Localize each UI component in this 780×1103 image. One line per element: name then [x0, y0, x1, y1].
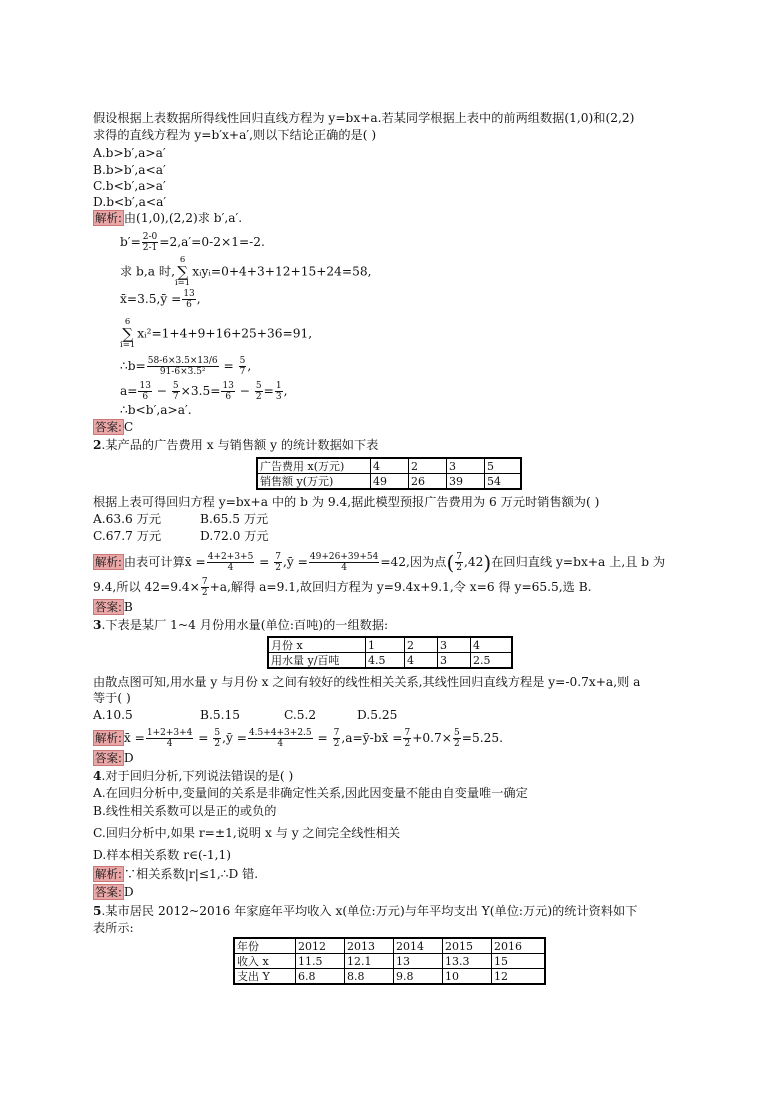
op: = [194, 731, 213, 745]
fraction [239, 356, 247, 377]
q2-answer-value: B [123, 600, 133, 614]
q2-option-d: D.72.0 万元 [200, 529, 269, 543]
fraction [213, 728, 221, 749]
table-cell: 月份 x [268, 637, 366, 653]
question-number: 3 [93, 618, 102, 632]
q4-analysis [93, 866, 258, 882]
fraction [275, 381, 283, 402]
q1-s3-post: , [196, 292, 201, 306]
q1-s4-post: xᵢ²=1+4+9+16+25+36=91, [137, 326, 313, 341]
op: = [313, 731, 332, 745]
op: ×3.5= [180, 384, 221, 398]
fraction [309, 552, 379, 573]
numerator: 1 [275, 381, 282, 391]
numerator: 5 [239, 356, 246, 366]
numerator: 58-6×3.5×13/6 [147, 356, 218, 366]
fraction [248, 728, 313, 749]
fraction [142, 232, 159, 253]
denominator: 2 [456, 563, 463, 573]
q1-analysis-text: 由(1,0),(2,2)求 b′,a′. [123, 211, 243, 225]
answer-tag: 答案: [95, 885, 122, 899]
summation [120, 318, 135, 350]
op: − [235, 384, 254, 398]
table-cell: 1 [366, 637, 405, 653]
q1-step-2 [120, 256, 372, 288]
sigma-icon: ∑ [177, 263, 188, 281]
q2-option-c: C.67.7 万元 [93, 529, 162, 543]
q1-analysis-first [93, 210, 242, 226]
denominator: 6 [142, 392, 149, 402]
fraction [138, 381, 151, 402]
q3-option-a: A.10.5 [93, 708, 133, 722]
denominator: 3 [275, 392, 282, 402]
analysis-tag: 解析: [95, 867, 122, 881]
numerator: 4+2+3+5 [207, 552, 254, 562]
answer-tag: 答案: [95, 751, 122, 765]
q1-s1-post: =2,a′=0-2×1=-2. [159, 235, 265, 249]
sigma-icon: ∑ [122, 325, 133, 343]
text: =5.25. [461, 731, 503, 745]
numerator: 7 [404, 728, 411, 738]
numerator: 49+26+39+54 [309, 552, 379, 562]
denominator: 2 [333, 739, 340, 749]
denominator: 91-6×3.5² [159, 367, 206, 377]
table-cell: 广告费用 x(万元) [257, 458, 371, 474]
table-cell: 54 [485, 474, 522, 490]
q2-text: 根据上表可得回归方程 y=bx+a 中的 b 为 9.4,据此模型预报广告费用为 6 万元时销售额为( ) [93, 495, 600, 509]
q4-option-a: A.在回归分析中,变量间的关系是非确定性关系,因此因变量不能由自变量唯一确定 [93, 786, 528, 800]
intro-line-1: 假设根据上表数据所得线性回归直线方程为 y=bx+a.若某同学根据上表中的前两组数据(1,0)和(2,2) [93, 111, 635, 125]
fraction [403, 728, 411, 749]
answer-tag: 答案: [95, 420, 122, 434]
q1-s1-pre: b′= [120, 235, 141, 249]
numerator: 7 [456, 552, 463, 562]
q5-table [233, 937, 546, 985]
denominator: 6 [186, 300, 192, 310]
table-cell: 销售额 y(万元) [257, 474, 371, 490]
numerator: 5 [214, 728, 221, 738]
q5-stem-text: .某市居民 2012~2016 年家庭年平均收入 x(单位:万元)与年平均支出 Y(单位:万元)的统计资料如下 [101, 904, 638, 918]
q1-s2-pre: 求 b,a 时, [120, 264, 175, 279]
table-cell: 15 [492, 954, 546, 969]
table-cell: 2 [409, 458, 447, 474]
fraction [147, 356, 219, 377]
numerator: 5 [255, 381, 262, 391]
numerator: 7 [201, 577, 208, 587]
q2-stem [93, 437, 378, 453]
table-cell: 用水量 y/百吨 [268, 653, 366, 669]
q5-stem-2: 表所示: [93, 921, 134, 935]
q4-option-c: C.回归分析中,如果 r=±1,说明 x 与 y 之间完全线性相关 [93, 826, 401, 840]
denominator: 2-1 [142, 243, 158, 253]
denominator: 2 [214, 739, 221, 749]
table-cell: 11.5 [296, 954, 345, 969]
denominator: 2 [275, 563, 282, 573]
denominator: 4 [166, 739, 173, 749]
table-cell: 支出 Y [234, 969, 296, 985]
numerator: 13 [183, 289, 195, 299]
fraction [255, 381, 263, 402]
analysis-tag: 解析: [95, 555, 122, 569]
table-cell: 49 [371, 474, 409, 490]
table-cell: 2012 [296, 938, 345, 954]
q1-step-1 [120, 232, 265, 253]
table-cell: 3 [447, 458, 485, 474]
denominator: 2 [454, 739, 460, 749]
intro-line-2: 求得的直线方程为 y=b′x+a′,则以下结论正确的是( ) [93, 128, 377, 142]
denominator: 4 [277, 739, 284, 749]
q4-stem [93, 768, 293, 784]
summation [175, 256, 190, 288]
q4-stem-text: .对于回归分析,下列说法错误的是( ) [101, 769, 294, 783]
q3-option-d: D.5.25 [357, 708, 398, 722]
numerator: 5 [454, 728, 460, 738]
question-number: 4 [93, 769, 102, 783]
table-row [234, 969, 545, 985]
q2-answer [93, 599, 133, 615]
denominator: 4 [227, 563, 234, 573]
table-cell: 8.8 [345, 969, 394, 985]
table-cell: 6.8 [296, 969, 345, 985]
table-row [234, 954, 545, 969]
q1-step-6 [120, 381, 287, 402]
q1-s5-pre: ∴b= [120, 359, 146, 373]
q1-answer [93, 419, 133, 435]
q2-options-ab [93, 511, 268, 527]
q4-option-d: D.样本相关系数 r∈(-1,1) [93, 848, 232, 862]
text: ,a=ȳ-bx̄ = [341, 731, 403, 745]
q4-answer-value: D [123, 885, 134, 899]
table-cell: 2015 [443, 938, 492, 954]
op: − [152, 384, 171, 398]
text: 在回归直线 y=bx+a 上,且 b 为 [491, 555, 666, 569]
table-cell: 12.1 [345, 954, 394, 969]
table-cell: 4 [371, 458, 409, 474]
fraction [453, 728, 461, 749]
analysis-tag: 解析: [95, 211, 122, 225]
right-paren: ) [483, 550, 492, 575]
q4-option-b: B.线性相关系数可以是正的或负的 [93, 804, 277, 818]
table-cell: 2013 [345, 938, 394, 954]
q3-answer-value: D [123, 751, 134, 765]
fraction [182, 289, 195, 310]
table-cell: 2 [405, 637, 438, 653]
q2-option-a: A.63.6 万元 [93, 512, 162, 526]
denominator: 7 [172, 392, 179, 402]
q1-option-b: B.b>b′,a<a′ [93, 163, 166, 177]
numerator: 13 [139, 381, 151, 391]
q1-s6-post: , [283, 384, 288, 398]
q1-option-d: D.b<b′,a<a′ [93, 195, 167, 209]
q1-step-3 [120, 289, 201, 310]
analysis-tag: 解析: [95, 731, 122, 745]
table-cell: 收入 x [234, 954, 296, 969]
table-row [234, 938, 545, 954]
q3-answer [93, 750, 134, 766]
table-cell: 9.8 [394, 969, 443, 985]
q3-analysis [93, 728, 503, 749]
table-cell: 13.3 [443, 954, 492, 969]
table-cell: 13 [394, 954, 443, 969]
question-number: 5 [93, 904, 102, 918]
table-row [257, 474, 521, 490]
q1-answer-value: C [123, 420, 134, 434]
fraction [455, 552, 463, 573]
table-cell: 12 [492, 969, 546, 985]
fraction [274, 552, 282, 573]
q1-s5-eq: = [219, 359, 238, 373]
q3-option-c: C.5.2 [284, 708, 317, 722]
text: 9.4,所以 42=9.4× [93, 580, 200, 594]
denominator: 2 [404, 739, 411, 749]
text: 由表可计算x̄ = [123, 555, 206, 569]
denominator: 4 [341, 563, 347, 573]
fraction [172, 381, 180, 402]
fraction [207, 552, 255, 573]
denominator: 7 [239, 367, 246, 377]
numerator: 4.5+4+3+2.5 [248, 728, 312, 738]
numerator: 7 [333, 728, 340, 738]
q3-stem [93, 617, 388, 633]
q2-option-b: B.65.5 万元 [200, 512, 269, 526]
table-cell: 2.5 [471, 653, 513, 669]
q3-text-1: 由散点图可知,用水量 y 与月份 x 之间有较好的线性相关关系,其线性回归直线方程是 y=-0.7x+a,则 a [93, 675, 641, 689]
table-cell: 2014 [394, 938, 443, 954]
q2-analysis-line-1 [93, 552, 665, 573]
table-cell: 5 [485, 458, 522, 474]
table-cell: 2016 [492, 938, 546, 954]
q3-stem-text: .下表是某厂 1~4 月份用水量(单位:百吨)的一组数据: [101, 618, 389, 632]
q1-step-7: ∴b<b′,a>a′. [120, 403, 192, 417]
table-row [257, 458, 521, 474]
text: +0.7× [412, 731, 453, 745]
q4-answer [93, 884, 134, 900]
denominator: 2 [201, 588, 208, 598]
q2-options-cd [93, 528, 269, 544]
sum-lower: i=1 [120, 340, 136, 350]
q5-stem-1 [93, 903, 637, 919]
q1-step-5 [120, 356, 251, 377]
numerator: 1+2+3+4 [146, 728, 193, 738]
numerator: 7 [275, 552, 282, 562]
q3-text-2: 等于( ) [93, 691, 131, 705]
q1-option-a: A.b>b′,a>a′ [93, 146, 166, 160]
q2-analysis-line-2 [93, 577, 592, 598]
sum-upper: 6 [179, 255, 186, 265]
table-cell: 3 [438, 653, 471, 669]
table-row [268, 637, 512, 653]
text: =42,因为点 [380, 555, 447, 569]
q2-stem-text: .某产品的广告费用 x 与销售额 y 的统计数据如下表 [101, 438, 379, 452]
table-row [268, 653, 512, 669]
answer-tag: 答案: [95, 600, 122, 614]
op: = [255, 555, 274, 569]
table-cell: 10 [443, 969, 492, 985]
q1-s5-post: , [247, 359, 252, 373]
fraction [201, 577, 209, 598]
denominator: 6 [225, 392, 232, 402]
q1-s6-pre: a= [120, 384, 138, 398]
q1-step-4 [120, 318, 312, 350]
q3-options [93, 707, 397, 723]
q1-s2-post: xᵢyᵢ=0+4+3+12+15+24=58, [192, 264, 372, 279]
table-cell: 4 [471, 637, 513, 653]
q1-option-c: C.b<b′,a>a′ [93, 179, 166, 193]
denominator: 2 [255, 392, 262, 402]
left-paren: ( [446, 550, 455, 575]
q3-table [267, 636, 513, 669]
text: ,42 [464, 555, 484, 569]
text: +a,解得 a=9.1,故回归方程为 y=9.4x+9.1,令 x=6 得 y=65.5,选 B. [209, 580, 592, 594]
q2-table [256, 457, 522, 490]
fraction [146, 728, 194, 749]
numerator: 5 [172, 381, 179, 391]
question-number: 2 [93, 438, 102, 452]
table-cell: 年份 [234, 938, 296, 954]
text: ,ȳ = [283, 555, 308, 569]
table-cell: 39 [447, 474, 485, 490]
text: x̄ = [123, 731, 145, 745]
table-cell: 4 [405, 653, 438, 669]
fraction [333, 728, 341, 749]
op: = [263, 384, 274, 398]
q3-option-b: B.5.15 [200, 708, 240, 722]
table-cell: 26 [409, 474, 447, 490]
numerator: 2-0 [142, 232, 158, 242]
numerator: 13 [222, 381, 234, 391]
q4-analysis-text: ∵相关系数|r|≤1,∴D 错. [123, 867, 259, 881]
fraction [221, 381, 234, 402]
sum-lower: i=1 [174, 278, 191, 288]
text: ,ȳ = [222, 731, 247, 745]
sum-upper: 6 [124, 317, 131, 327]
q1-s3-pre: x̄=3.5,ȳ = [120, 292, 182, 306]
table-cell: 4.5 [366, 653, 405, 669]
table-cell: 3 [438, 637, 471, 653]
